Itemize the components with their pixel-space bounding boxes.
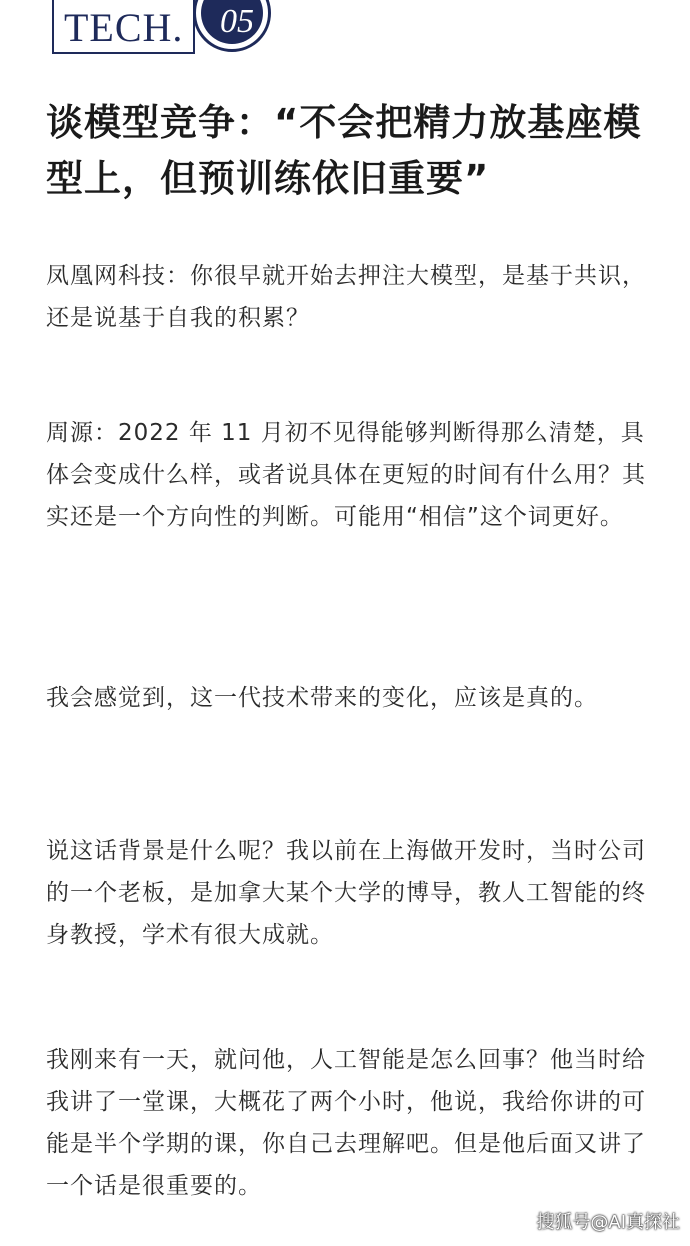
paragraph-background: 说这话背景是什么呢？我以前在上海做开发时，当时公司的一个老板，是加拿大某个大学的博导，教人工智能的终身教授，学术有很大成就。: [46, 838, 646, 948]
article-headline: 谈模型竞争：“不会把精力放基座模型上，但预训练依旧重要”: [46, 101, 642, 200]
paragraph-feeling: 我会感觉到，这一代技术带来的变化，应该是真的。: [46, 685, 598, 711]
paragraph-answer: 周源：2022 年 11 月初不见得能够判断得那么清楚，具体会变成什么样，或者说具体在更短的时间有什么用？其实还是一个方向性的判断。可能用“相信”这个词更好。: [46, 420, 646, 530]
section-badge-label: TECH.: [64, 5, 184, 50]
section-number: 05: [220, 3, 254, 40]
section-number-badge: [193, 0, 271, 52]
paragraph-question: 凤凰网科技：你很早就开始去押注大模型，是基于共识，还是说基于自我的积累？: [46, 263, 646, 331]
section-number-disc: [201, 0, 263, 44]
paragraph-story: 我刚来有一天，就问他，人工智能是怎么回事？他当时给我讲了一堂课，大概花了两个小时，他说，我给你讲的可能是半个学期的课，你自己去理解吧。但是他后面又讲了一个话是很重要的。: [46, 1047, 646, 1199]
watermark: 搜狐号@AI真探社: [536, 1212, 680, 1233]
